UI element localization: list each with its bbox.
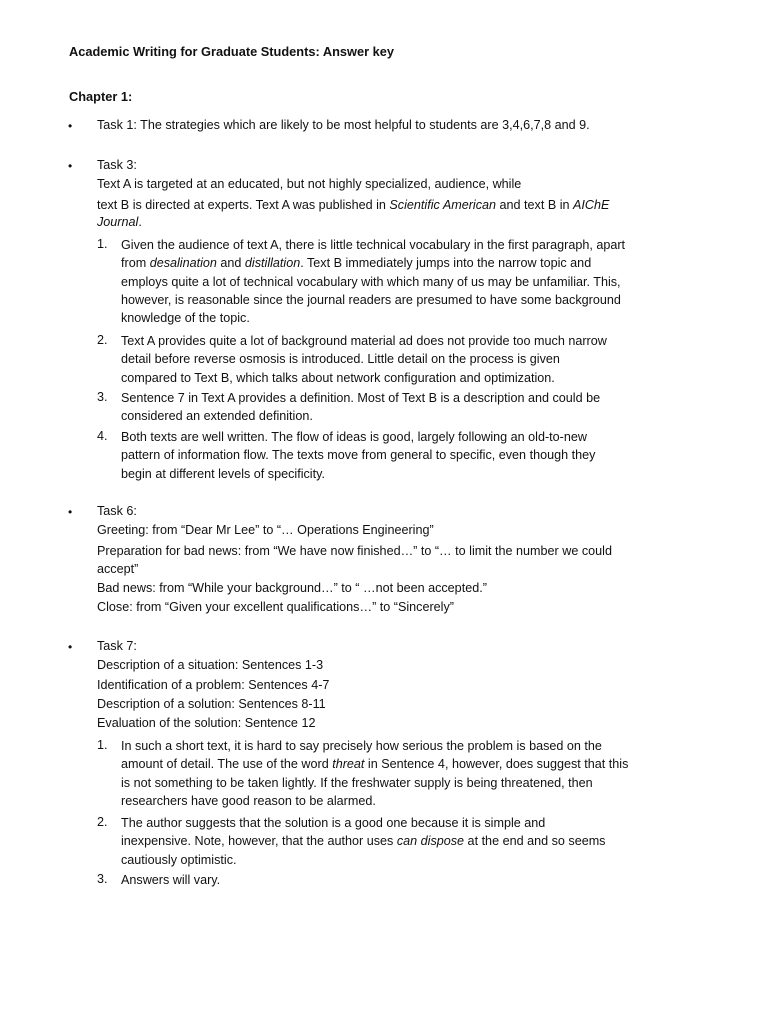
task3-intro-line: Text A is targeted at an educated, but not highly specialized, audience, while — [97, 177, 522, 191]
text-run: and text B in — [496, 198, 574, 212]
task6-label: Task 6: — [97, 504, 137, 518]
list-item-line: is not something to be taken lightly. If the freshwater supply is being threatened, then — [121, 775, 593, 790]
list-item-line: Text A provides quite a lot of background material ad does not provide too much narrow — [121, 334, 607, 348]
task6-line: Close: from “Given your excellent qualifications…” to “Sincerely” — [97, 600, 454, 614]
text-run: in Sentence 4, however, does suggest that this — [364, 757, 629, 772]
list-item-line: employs quite a lot of technical vocabulary with which many of us may be unfamiliar. This, — [121, 274, 621, 289]
list-item-line — [121, 832, 711, 850]
list-number: 1. — [97, 738, 108, 752]
task6-line: Preparation for bad news: from “We have now finished…” to “… to limit the number we could — [97, 544, 612, 558]
list-item-line: however, is reasonable since the journal readers are presumed to have some background — [121, 292, 621, 307]
list-item-line: The author suggests that the solution is a good one because it is simple and — [121, 816, 546, 830]
list-item-line: begin at different levels of specificity. — [121, 466, 325, 481]
text-run: . — [138, 215, 142, 229]
task1-text: Task 1: The strategies which are likely to be most helpful to students are 3,4,6,7,8 and 9. — [97, 118, 590, 132]
list-item — [121, 737, 711, 810]
list-item-line: knowledge of the topic. — [121, 311, 250, 326]
list-item-line: detail before reverse osmosis is introduced. Little detail on the process is given — [121, 352, 560, 367]
task6-line: accept” — [97, 562, 139, 576]
term: desalination — [149, 256, 217, 271]
list-item — [121, 871, 711, 889]
list-item — [121, 332, 711, 387]
task3-intro-line — [97, 197, 609, 214]
list-number: 2. — [97, 333, 108, 347]
list-item — [121, 428, 711, 483]
task6-line: Greeting: from “Dear Mr Lee” to “… Operations Engineering” — [97, 523, 434, 537]
list-item-line — [121, 755, 711, 773]
list-item — [121, 236, 711, 327]
document-title: Academic Writing for Graduate Students: Answer key — [69, 44, 394, 59]
journal-name: AIChE — [573, 198, 610, 212]
task3-intro-line — [97, 214, 142, 231]
text-run: . Text B immediately jumps into the narrow topic and — [300, 256, 592, 271]
text-run: inexpensive. Note, however, that the author uses — [121, 834, 397, 849]
journal-name: Scientific American — [389, 198, 497, 212]
list-number: 2. — [97, 815, 108, 829]
text-run: amount of detail. The use of the word — [121, 757, 333, 772]
list-item-line: considered an extended definition. — [121, 409, 313, 424]
list-item-line: Given the audience of text A, there is little technical vocabulary in the first paragraph, apart — [121, 238, 626, 252]
task7-line: Evaluation of the solution: Sentence 12 — [97, 716, 316, 730]
list-number: 3. — [97, 872, 108, 886]
text-run: and — [216, 256, 245, 271]
text-run: text B is directed at experts. Text A was published in — [97, 198, 390, 212]
bullet-icon: • — [68, 505, 73, 519]
list-number: 4. — [97, 429, 108, 443]
journal-name: Journal — [97, 215, 139, 229]
task7-label: Task 7: — [97, 639, 137, 653]
bullet-icon: • — [68, 159, 73, 173]
task3-label: Task 3: — [97, 158, 137, 172]
list-item — [121, 814, 711, 869]
list-item-line: Sentence 7 in Text A provides a definition. Most of Text B is a description and could be — [121, 391, 601, 405]
list-item-line: researchers have good reason to be alarmed. — [121, 793, 376, 808]
text-run: at the end and so seems — [464, 834, 606, 849]
list-number: 1. — [97, 237, 108, 251]
term: threat — [332, 757, 365, 772]
term: can dispose — [396, 834, 465, 849]
list-item-line — [121, 254, 711, 272]
list-item-line: compared to Text B, which talks about network configuration and optimization. — [121, 370, 555, 385]
list-item-line: Answers will vary. — [121, 873, 221, 887]
task6-line: Bad news: from “While your background…” to “ …not been accepted.” — [97, 581, 487, 595]
task7-line: Identification of a problem: Sentences 4-7 — [97, 678, 330, 692]
list-item-line: pattern of information flow. The texts move from general to specific, even though they — [121, 448, 596, 463]
list-item — [121, 389, 711, 426]
bullet-icon: • — [68, 119, 73, 133]
list-number: 3. — [97, 390, 108, 404]
task7-line: Description of a solution: Sentences 8-11 — [97, 697, 326, 711]
list-item-line: Both texts are well written. The flow of ideas is good, largely following an old-to-new — [121, 430, 587, 444]
chapter-heading: Chapter 1: — [69, 89, 133, 104]
term: distillation — [244, 256, 301, 271]
list-item-line: cautiously optimistic. — [121, 852, 237, 867]
text-run: from — [121, 256, 150, 271]
list-item-line: In such a short text, it is hard to say precisely how serious the problem is based on the — [121, 739, 602, 753]
task7-line: Description of a situation: Sentences 1-3 — [97, 658, 324, 672]
bullet-icon: • — [68, 640, 73, 654]
